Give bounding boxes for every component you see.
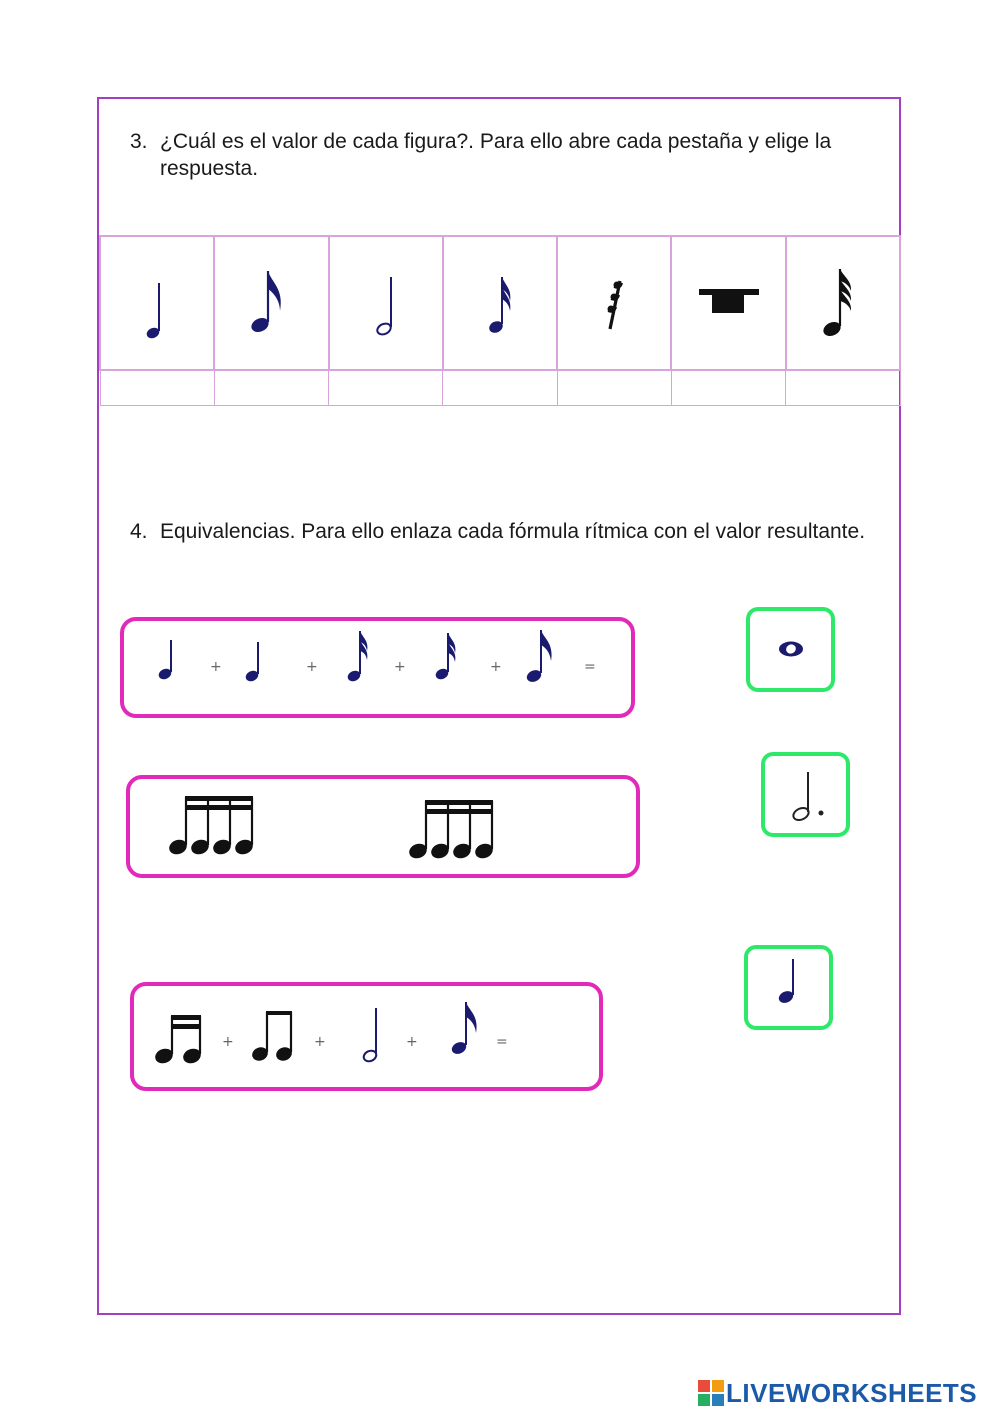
formula-1-notes	[124, 621, 631, 714]
figure-cell-4	[443, 236, 557, 370]
exercise-4-number: 4.	[130, 520, 148, 543]
answer-cell-4	[443, 370, 557, 406]
plus-sign: +	[306, 659, 318, 675]
exercise-4-text: Equivalencias. Para ello enlaza cada fórmula rítmica con el valor resultante.	[160, 520, 866, 543]
answer-input-7[interactable]	[786, 371, 899, 405]
equals-sign: =	[584, 659, 596, 675]
sixteenth-note-icon	[346, 631, 367, 683]
equals-sign: =	[496, 1034, 508, 1050]
answer-cell-1	[100, 370, 214, 406]
answer-input-4[interactable]	[443, 371, 556, 405]
answer-input-6[interactable]	[672, 371, 785, 405]
answer-input-1[interactable]	[101, 371, 214, 405]
formula-box-3[interactable]	[130, 982, 603, 1091]
result-box-2[interactable]	[761, 752, 850, 837]
answer-input-2[interactable]	[215, 371, 328, 405]
answer-input-3[interactable]	[329, 371, 442, 405]
figure-cell-6	[671, 236, 785, 370]
liveworksheets-logo-icon	[698, 1380, 724, 1406]
four-sixteenth-notes-icon	[167, 796, 255, 857]
liveworksheets-brand	[698, 1378, 977, 1408]
figures-table	[99, 235, 901, 406]
two-eighth-notes-icon	[250, 1011, 293, 1063]
quarter-note-icon	[137, 263, 177, 343]
four-sixteenth-notes-icon	[407, 800, 495, 861]
eighth-note-icon	[450, 1002, 477, 1056]
figure-cell-1	[100, 236, 214, 370]
half-rest-icon	[694, 283, 764, 323]
whole-note-icon	[750, 611, 831, 688]
result-box-3[interactable]	[744, 945, 833, 1030]
quarter-note-icon	[748, 949, 829, 1026]
plus-sign: +	[490, 659, 502, 675]
dotted-half-note-icon	[765, 756, 846, 833]
plus-sign: +	[210, 659, 222, 675]
formula-box-2[interactable]	[126, 775, 640, 878]
plus-sign: +	[314, 1034, 326, 1050]
figure-cell-3	[329, 236, 443, 370]
half-note-icon	[366, 263, 406, 343]
answer-cell-6	[671, 370, 785, 406]
two-sixteenth-notes-icon	[153, 1015, 203, 1066]
figure-cell-7	[786, 236, 900, 370]
brand-name: LIVEWORKSHEETS	[726, 1377, 978, 1408]
exercise-4-prompt	[130, 518, 890, 545]
figure-cell-5	[557, 236, 671, 370]
result-box-1[interactable]	[746, 607, 835, 692]
thirty-second-note-icon	[818, 263, 868, 343]
plus-sign: +	[222, 1034, 234, 1050]
formula-box-1[interactable]	[120, 617, 635, 718]
answer-cell-5	[557, 370, 671, 406]
sixteenth-note-icon	[480, 263, 520, 343]
answers-row	[100, 370, 900, 406]
quarter-note-icon	[244, 642, 260, 683]
plus-sign: +	[394, 659, 406, 675]
half-note-icon	[362, 1008, 378, 1063]
eighth-note-icon	[525, 630, 552, 684]
exercise-3-text: ¿Cuál es el valor de cada figura?. Para ello abre cada pestaña y elige la respuesta.	[160, 130, 832, 180]
answer-cell-3	[329, 370, 443, 406]
eighth-rest-icon	[594, 263, 634, 343]
exercise-3-prompt	[130, 128, 890, 182]
eighth-note-icon	[246, 263, 296, 343]
answer-cell-2	[214, 370, 328, 406]
quarter-note-icon	[157, 640, 173, 681]
answer-input-5[interactable]	[558, 371, 671, 405]
answer-cell-7	[786, 370, 900, 406]
formula-3-notes	[134, 986, 599, 1087]
sixteenth-note-icon	[434, 633, 455, 681]
plus-sign: +	[406, 1034, 418, 1050]
exercise-3-number: 3.	[130, 130, 148, 153]
formula-2-notes	[130, 779, 636, 874]
figures-row	[100, 236, 900, 370]
figure-cell-2	[214, 236, 328, 370]
